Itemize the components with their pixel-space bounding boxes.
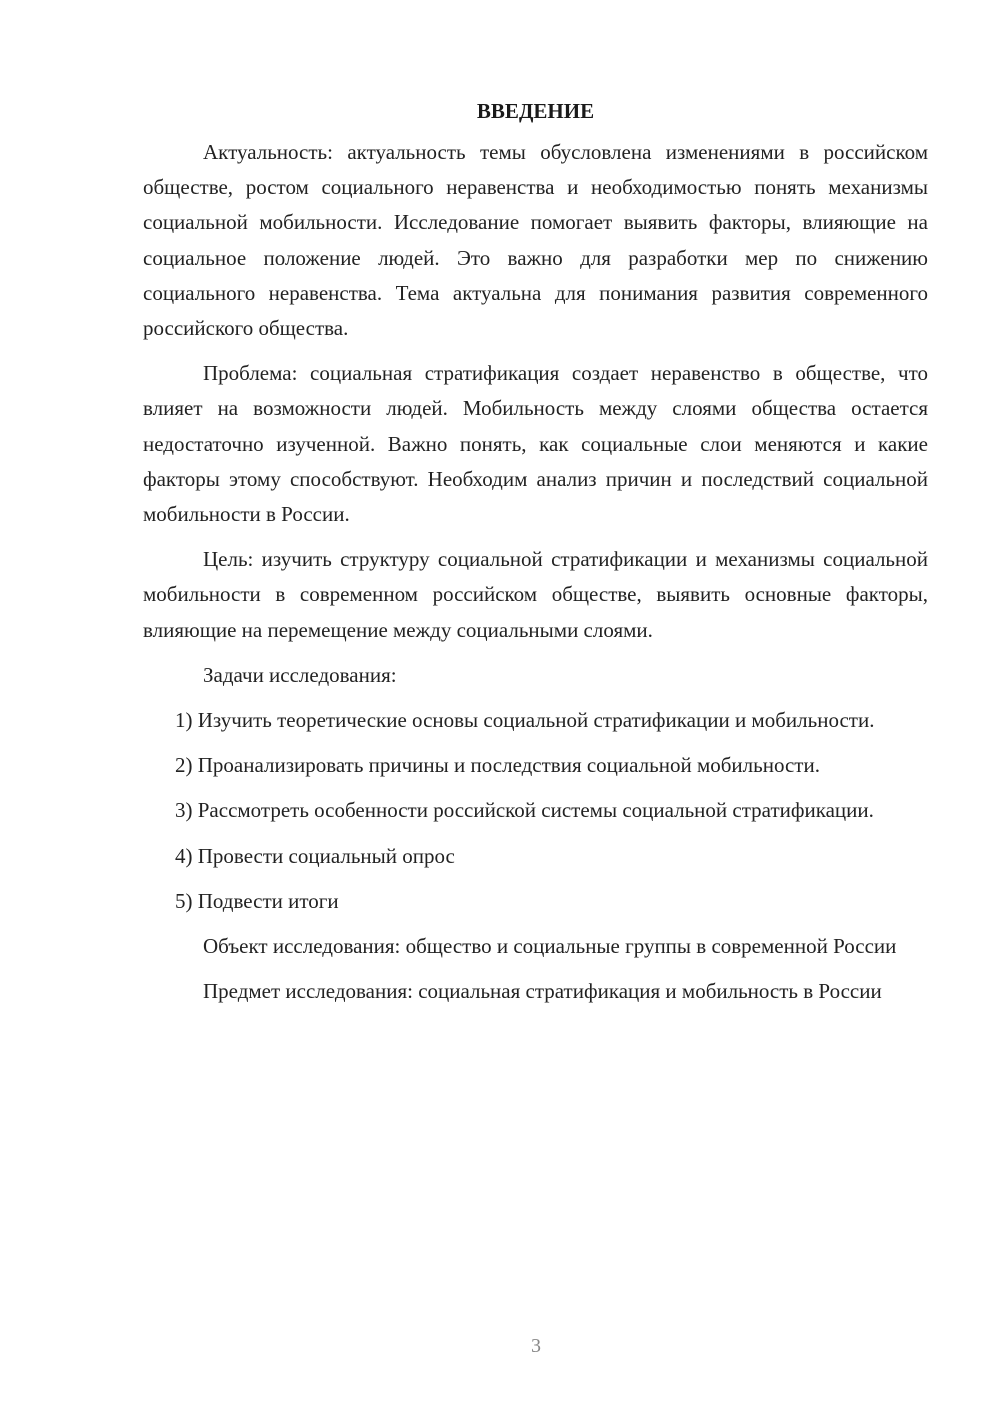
- subject-paragraph: Предмет исследования: социальная стратификация и мобильность в России: [203, 979, 882, 1004]
- document-page: [143, 96, 928, 1019]
- page-title: ВВЕДЕНИЕ: [476, 99, 595, 123]
- goal-paragraph: Цель: изучить структуру социальной стратификации и механизмы социальной мобильности в современном российском обществе, выявить основные факторы, влияющие на перемещение между социальными слоями.: [143, 547, 928, 642]
- task-item-5: 5) Подвести итоги: [175, 888, 339, 913]
- task-item-2: 2) Проанализировать причины и последствия социальной мобильности.: [175, 753, 820, 778]
- object-paragraph: Объект исследования: общество и социальные группы в современной России: [203, 934, 897, 959]
- task-item-4: 4) Провести социальный опрос: [175, 843, 455, 868]
- tasks-title: Задачи исследования:: [203, 662, 397, 687]
- problem-paragraph: Проблема: социальная стратификация создает неравенство в обществе, что влияет на возможности людей. Мобильность между слоями общества остается недостаточно изученной. Важно понять, как социальные слои меняются и какие факторы этому способствуют. Необходим анализ причин и последствий социальной мобильности в России.: [143, 361, 928, 527]
- page-number: 3: [531, 1335, 541, 1357]
- relevance-paragraph: Актуальность: актуальность темы обусловлена изменениями в российском обществе, ростом социального неравенства и необходимостью понять механизмы социальной мобильности. Исследование помогает выявить факторы, влияющие на социальное положение людей. Это важно для разработки мер по снижению социального неравенства. Тема актуальна для понимания развития современного российского общества.: [143, 140, 928, 341]
- task-item-3: 3) Рассмотреть особенности российской системы социальной стратификации.: [175, 798, 874, 823]
- task-item-1: 1) Изучить теоретические основы социальной стратификации и мобильности.: [175, 708, 875, 733]
